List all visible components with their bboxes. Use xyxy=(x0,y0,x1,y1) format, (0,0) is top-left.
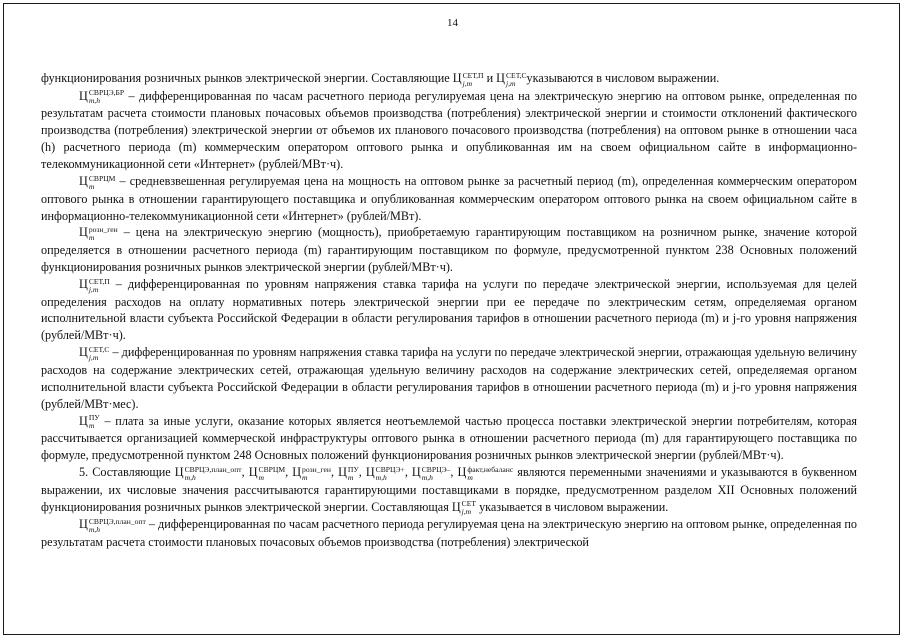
symbol-base: Ц xyxy=(79,517,88,532)
p8-text-b: являются переменными значениями и указываются в буквенном выражении, их числовые значения рассчитываются гарантирующими поставщиками в порядке, предусмотренном разделом XII Основных положений функционирования розничных рынков электрической энергии. Составляющая xyxy=(41,465,858,514)
symbol-superscript: СВРЦМ xyxy=(88,173,116,183)
symbol-c-set xyxy=(452,499,476,517)
symbol-c-svrce-plus xyxy=(366,464,405,482)
symbol-subscript: m xyxy=(88,421,95,431)
symbol-superscript: СЕТ xyxy=(461,499,477,509)
p5-text: – дифференцированная по уровням напряжения ставка тарифа на услуги по передаче электрической энергии, используемая для целей определения расходов на оплату нормативных потерь электрической энергии при ее передаче по электрическим сетям, определяемая органом исполнительной власти субъекта Российской Федерации в области регулирования тарифов в отношении расчетного периода (m) и j-го уровня напряжения (рублей/МВт·ч). xyxy=(41,276,857,343)
separator: , xyxy=(330,465,339,480)
paragraph-1 xyxy=(41,70,857,88)
symbol-base: Ц xyxy=(496,71,505,85)
paragraph-8 xyxy=(41,464,857,516)
symbol-superscript: ПУ xyxy=(347,464,359,474)
symbol-superscript: СЕТ,С xyxy=(88,344,110,354)
symbol-subscript: j,m xyxy=(461,507,472,517)
symbol-base: Ц xyxy=(292,465,302,480)
symbol-c-set-p xyxy=(79,276,110,294)
symbol-subscript: m,h xyxy=(88,524,100,534)
p8-text-c: указывается в числовом выражении. xyxy=(476,499,669,514)
symbol-c-rozn-gen xyxy=(79,224,118,242)
p1-text-a: функционирования розничных рынков электрической энергии. Составляющие xyxy=(41,71,453,85)
symbol-superscript: факт,небаланс xyxy=(467,464,514,474)
p1-text-b: и xyxy=(483,71,497,85)
paragraph-7 xyxy=(41,413,857,464)
symbol-c-pu xyxy=(338,464,359,482)
symbol-subscript: m xyxy=(302,472,308,482)
symbol-superscript: СВРЦЭ,план_опт xyxy=(184,464,242,474)
paragraph-6 xyxy=(41,344,857,412)
symbol-base: Ц xyxy=(79,225,88,240)
symbol-base: Ц xyxy=(365,465,375,480)
paragraph-9 xyxy=(41,516,857,551)
symbol-c-svrce-plan-opt xyxy=(175,464,242,482)
p9-text: – дифференцированная по часам расчетного периода регулируемая цена на электрическую энергию на оптовом рынке, определенная по результатам расчета стоимости плановых почасовых объемов производства (потребления) электрической xyxy=(41,517,857,549)
symbol-subscript: m xyxy=(88,181,95,191)
symbol-subscript: m xyxy=(258,472,265,482)
symbol-c-pu xyxy=(79,413,100,431)
symbol-superscript: розн_ген xyxy=(88,225,118,235)
symbol-base: Ц xyxy=(79,345,88,360)
symbol-superscript: СВРЦЭ,БР xyxy=(88,88,125,98)
symbol-subscript: m,h xyxy=(88,96,100,106)
separator: , xyxy=(450,465,458,480)
paragraph-5 xyxy=(41,276,857,344)
symbol-superscript: ПУ xyxy=(88,413,100,423)
page-number: 14 xyxy=(447,17,458,29)
symbol-subscript: m xyxy=(347,472,354,482)
symbol-superscript: СЕТ,С xyxy=(505,70,527,80)
symbol-base: Ц xyxy=(79,88,88,103)
separator: , xyxy=(241,465,249,480)
symbol-c-svrce-br xyxy=(79,88,124,106)
separator: , xyxy=(285,465,293,480)
symbol-subscript: m,h xyxy=(375,472,387,482)
symbol-base: Ц xyxy=(457,465,467,480)
symbol-superscript: СВРЦЭ+ xyxy=(375,464,405,474)
symbol-c-svrce-minus xyxy=(412,464,450,482)
p6-text: – дифференцированная по уровням напряжения ставка тарифа на услуги по передаче электрической энергии, отражающая удельную величину расходов на содержание электрических сетей, отражающая удельную величину расходов на содержание электрических сетей, определяемая органом исполнительной власти субъекта Российской Федерации в области регулирования тарифов в отношении расчетного периода (m) и j-го уровня напряжения (рублей/МВт·мес). xyxy=(41,345,857,411)
symbol-c-set-s xyxy=(79,344,109,362)
p8-text-a: 5. Составляющие xyxy=(79,465,175,480)
symbol-base: Ц xyxy=(79,276,88,291)
paragraph-4 xyxy=(41,224,857,275)
symbol-base: Ц xyxy=(411,465,421,480)
symbol-c-svrcm xyxy=(249,464,285,482)
symbol-base: Ц xyxy=(338,465,347,480)
symbol-c-svrce-plan-opt xyxy=(79,516,146,534)
symbol-c-set-p xyxy=(453,70,484,88)
symbol-c-svrcm xyxy=(79,173,115,191)
symbol-subscript: j,m xyxy=(88,284,99,294)
symbol-base: Ц xyxy=(174,465,184,480)
paragraph-3 xyxy=(41,173,857,224)
symbol-c-rozn-gen xyxy=(292,464,331,482)
symbol-subscript: m xyxy=(88,233,95,243)
document-body xyxy=(41,70,857,551)
symbol-base: Ц xyxy=(79,413,88,428)
symbol-superscript: СВРЦМ xyxy=(258,464,286,474)
separator: , xyxy=(358,465,366,480)
symbol-superscript: СЕТ,П xyxy=(462,70,484,80)
symbol-base: Ц xyxy=(452,71,462,85)
symbol-subscript: m xyxy=(467,472,473,482)
symbol-superscript: СВРЦЭ– xyxy=(421,464,451,474)
p2-text: – дифференцированная по часам расчетного периода регулируемая цена на электрическую энергию на оптовом рынке, определенная по результатам расчета стоимости плановых почасовых объемов производства (потребления) электрической энергии и стоимости отклонений фактического производства (потребления) электрической энергии от объемов их планового почасового производства (потребления) на оптовом рынке в отношении часа (h) расчетного периода (m) коммерческим оператором оптового рынка и опубликованная им на своем официальном сайте в информационно-телекоммуникационной сети «Интернет» (рублей/МВт·ч). xyxy=(41,88,857,172)
p7-text: – плата за иные услуги, оказание которых является неотъемлемой частью процесса поставки электрической энергии потребителям, которая рассчитывается организацией коммерческой инфраструктуры оптового рынка в отношении расчетного периода (m) для гарантирующего поставщика по формуле, предусмотренной пунктом 248 Основных положений функционирования розничных рынков электрической энергии (рублей/МВт·ч). xyxy=(41,413,857,463)
symbol-subscript: j,m xyxy=(462,78,473,88)
symbol-base: Ц xyxy=(79,173,88,188)
symbol-subscript: m,h xyxy=(421,472,433,482)
p4-text: – цена на электрическую энергию (мощность), приобретаемую гарантирующим поставщиком на розничном рынке, значение которой определяется в отношении расчетного периода (m) гарантирующим поставщиком по формуле, предусмотренной пунктом 238 Основных положений функционирования розничных рынков электрической энергии (рублей/МВт·ч). xyxy=(41,225,857,274)
separator: , xyxy=(404,465,412,480)
symbol-subscript: j,m xyxy=(505,78,516,88)
symbol-superscript: розн_ген xyxy=(302,464,331,474)
p3-text: – средневзвешенная регулируемая цена на мощность на оптовом рынке за расчетный период (m), определенная коммерческим оператором оптового рынка в отношении гарантирующего поставщика и опубликованная коммерческим оператором оптового рынка на своем официальном сайте в информационно-телекоммуникационной сети «Интернет» (рублей/МВт). xyxy=(41,173,857,223)
symbol-subscript: j,m xyxy=(88,352,99,362)
symbol-c-fakt-nebalans xyxy=(458,464,514,482)
symbol-base: Ц xyxy=(451,499,461,514)
symbol-c-set-s xyxy=(496,70,526,88)
symbol-superscript: СВРЦЭ,план_опт xyxy=(88,516,146,526)
p1-text-c: указываются в числовом выражении. xyxy=(526,71,720,85)
symbol-subscript: m,h xyxy=(184,472,196,482)
symbol-base: Ц xyxy=(248,465,258,480)
paragraph-2 xyxy=(41,88,857,173)
symbol-superscript: СЕТ,П xyxy=(88,276,110,286)
